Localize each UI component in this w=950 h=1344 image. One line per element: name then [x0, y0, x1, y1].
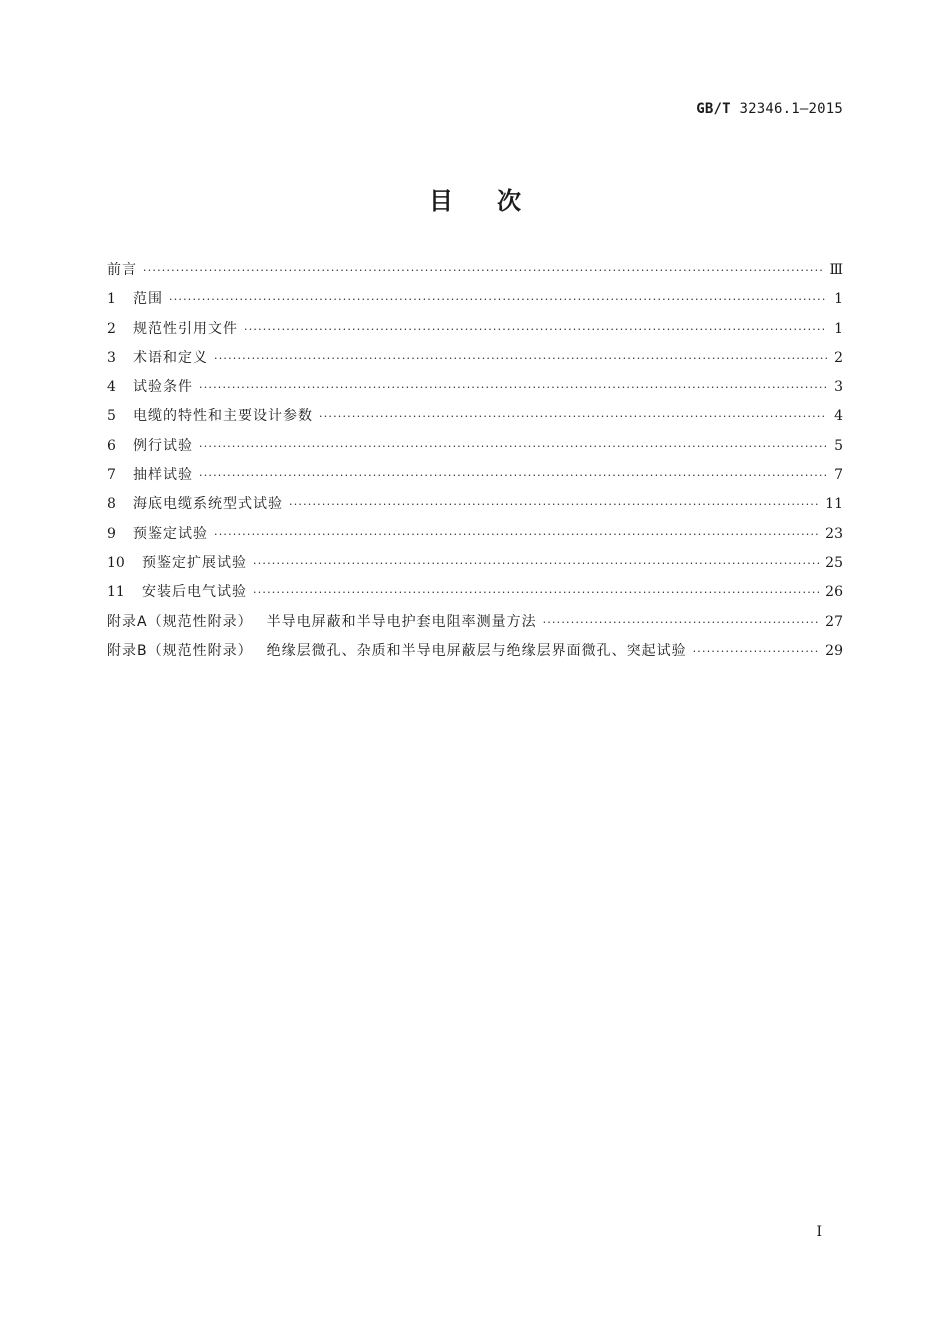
toc-entry-label: 抽样试验 [133, 467, 193, 484]
toc-entry[interactable] [107, 464, 843, 493]
toc-entry-number: 4 [107, 379, 116, 396]
toc-entry-number: 5 [107, 408, 116, 425]
toc-entry-label: 预鉴定扩展试验 [142, 554, 247, 571]
toc-dot-leader [143, 264, 823, 277]
toc-entry-number: 3 [107, 349, 116, 366]
toc-entry-page: 26 [825, 584, 843, 601]
toc-entry-number: 9 [107, 525, 116, 542]
toc-entry-page: 7 [834, 467, 843, 484]
toc-entry-number: 11 [107, 584, 125, 601]
toc-dot-leader [319, 410, 827, 423]
toc-entry[interactable] [107, 552, 843, 581]
toc-dot-leader [244, 323, 827, 336]
toc-entry-number: 1 [107, 291, 116, 308]
toc-entry-label: 前言 [107, 262, 137, 278]
toc-entry-label: 例行试验 [133, 437, 193, 454]
toc-entry[interactable] [107, 288, 843, 317]
toc-entry-page: 1 [834, 320, 843, 337]
page-title: 目次 [429, 187, 565, 215]
toc-entry-label: 海底电缆系统型式试验 [133, 496, 283, 513]
toc-entry[interactable] [107, 405, 843, 434]
toc-entry-page: 23 [825, 525, 843, 542]
toc-entry-page: 3 [834, 379, 843, 396]
toc-dot-leader [214, 352, 827, 365]
standard-number: 32346.1—2015 [739, 101, 843, 117]
toc-entry[interactable] [107, 581, 843, 610]
toc-entry-page: 29 [825, 642, 843, 659]
toc-entry-page: 27 [825, 613, 843, 630]
toc-dot-leader [199, 469, 827, 482]
toc-entry-number: 10 [107, 554, 125, 571]
standard-prefix: GB/T [696, 101, 731, 117]
toc-entry[interactable] [107, 493, 843, 522]
toc-entry-label: 范围 [133, 291, 163, 308]
toc-entry-page: 25 [825, 554, 843, 571]
toc-entry-number: 2 [107, 320, 116, 337]
standard-code [696, 101, 843, 117]
toc-entry-annex-prefix: 附录A（规范性附录） [107, 613, 253, 630]
toc-entry-page: 1 [834, 291, 843, 308]
toc-entry[interactable] [107, 259, 843, 288]
toc-dot-leader [214, 528, 819, 541]
toc-dot-leader [199, 381, 827, 394]
toc-entry[interactable] [107, 523, 843, 552]
toc-entry-number: 8 [107, 496, 116, 513]
toc-entry-label: 试验条件 [133, 379, 193, 396]
toc-dot-leader [289, 498, 819, 511]
toc-entry-label: 安装后电气试验 [142, 584, 247, 601]
toc-entry-label: 预鉴定试验 [133, 525, 208, 542]
toc-entry-number: 6 [107, 437, 116, 454]
toc-entry-page: 2 [834, 349, 843, 366]
page-number: Ⅰ [816, 1224, 822, 1240]
toc-entry-label: 绝缘层微孔、杂质和半导电屏蔽层与绝缘层界面微孔、突起试验 [266, 642, 687, 659]
table-of-contents [107, 259, 843, 669]
toc-entry-label: 术语和定义 [133, 349, 208, 366]
toc-entry-page: 5 [834, 437, 843, 454]
toc-dot-leader [169, 293, 827, 306]
toc-entry[interactable] [107, 347, 843, 376]
toc-entry-label: 规范性引用文件 [133, 320, 238, 337]
toc-entry-label: 半导电屏蔽和半导电护套电阻率测量方法 [266, 613, 537, 630]
toc-entry[interactable] [107, 376, 843, 405]
toc-dot-leader [253, 586, 819, 599]
toc-entry-number: 7 [107, 467, 116, 484]
toc-entry[interactable] [107, 318, 843, 347]
toc-entry[interactable] [107, 611, 843, 640]
toc-entry-label: 电缆的特性和主要设计参数 [133, 408, 313, 425]
toc-entry[interactable] [107, 435, 843, 464]
toc-entry-annex-prefix: 附录B（规范性附录） [107, 642, 253, 659]
toc-dot-leader [253, 557, 819, 570]
toc-dot-leader [199, 440, 827, 453]
toc-dot-leader [543, 616, 820, 629]
toc-entry-page: Ⅲ [829, 262, 843, 278]
toc-dot-leader [693, 645, 820, 658]
toc-entry[interactable] [107, 640, 843, 669]
toc-entry-page: 11 [825, 496, 843, 513]
toc-entry-page: 4 [834, 408, 843, 425]
